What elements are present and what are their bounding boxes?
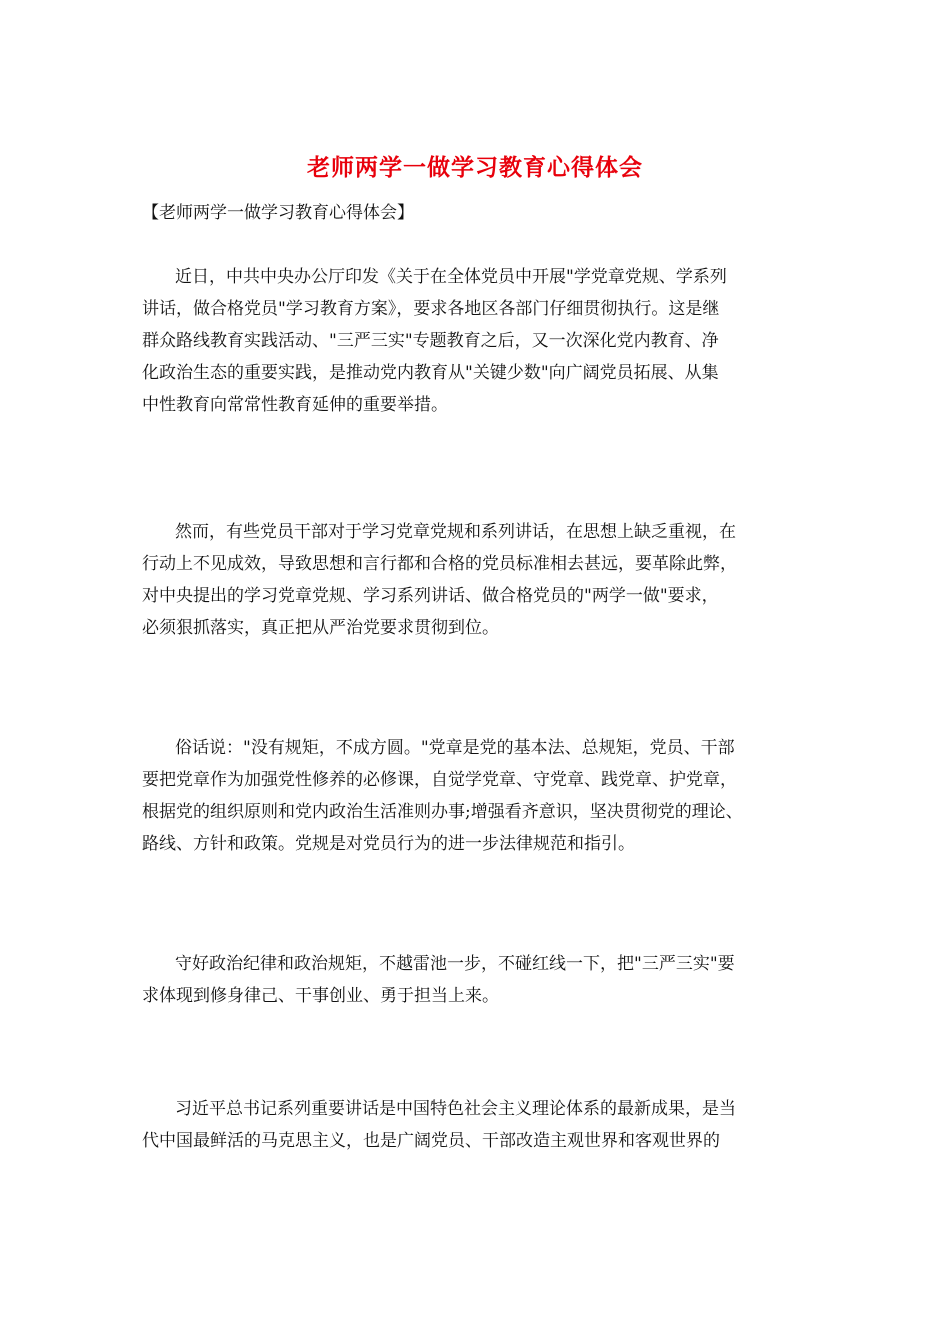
document-title: 老师两学一做学习教育心得体会 bbox=[307, 154, 643, 181]
paragraph-line: 习近平总书记系列重要讲话是中国特色社会主义理论体系的最新成果，是当 bbox=[175, 1099, 736, 1119]
paragraph-line: 俗话说："没有规矩，不成方圆。"党章是党的基本法、总规矩，党员、干部 bbox=[175, 738, 735, 758]
paragraph-5 bbox=[142, 1093, 832, 1157]
document-subtitle: 【老师两学一做学习教育心得体会】 bbox=[142, 203, 414, 223]
paragraph-line: 近日，中共中央办公厅印发《关于在全体党员中开展"学党章党规、学系列 bbox=[175, 267, 727, 287]
paragraph-line: 代中国最鲜活的马克思主义，也是广阔党员、干部改造主观世界和客观世界的 bbox=[142, 1131, 720, 1151]
paragraph-line: 行动上不见成效，导致思想和言行都和合格的党员标准相去甚远，要革除此弊， bbox=[142, 554, 737, 574]
paragraph-line: 然而，有些党员干部对于学习党章党规和系列讲话，在思想上缺乏重视，在 bbox=[175, 522, 736, 542]
paragraph-line: 化政治生态的重要实践，是推动党内教育从"关键少数"向广阔党员拓展、从集 bbox=[142, 363, 719, 383]
paragraph-line: 求体现到修身律己、干事创业、勇于担当上来。 bbox=[142, 986, 499, 1006]
paragraph-line: 对中央提出的学习党章党规、学习系列讲话、做合格党员的"两学一做"要求， bbox=[142, 586, 719, 606]
paragraph-line: 中性教育向常常性教育延伸的重要举措。 bbox=[142, 395, 448, 415]
paragraph-1 bbox=[142, 261, 832, 421]
paragraph-line: 路线、方针和政策。党规是对党员行为的进一步法律规范和指引。 bbox=[142, 834, 635, 854]
paragraph-line: 讲话，做合格党员"学习教育方案》，要求各地区各部门仔细贯彻执行。这是继 bbox=[142, 299, 720, 319]
paragraph-4 bbox=[142, 948, 832, 1012]
paragraph-line: 群众路线教育实践活动、"三严三实"专题教育之后，又一次深化党内教育、净 bbox=[142, 331, 719, 351]
paragraph-line: 根据党的组织原则和党内政治生活准则办事;增强看齐意识，坚决贯彻党的理论、 bbox=[142, 802, 743, 822]
paragraph-line: 要把党章作为加强党性修养的必修课，自觉学党章、守党章、践党章、护党章， bbox=[142, 770, 737, 790]
paragraph-3 bbox=[142, 732, 832, 860]
paragraph-line: 守好政治纪律和政治规矩，不越雷池一步，不碰红线一下，把"三严三实"要 bbox=[175, 954, 735, 974]
paragraph-2 bbox=[142, 516, 832, 644]
paragraph-line: 必须狠抓落实，真正把从严治党要求贯彻到位。 bbox=[142, 618, 499, 638]
